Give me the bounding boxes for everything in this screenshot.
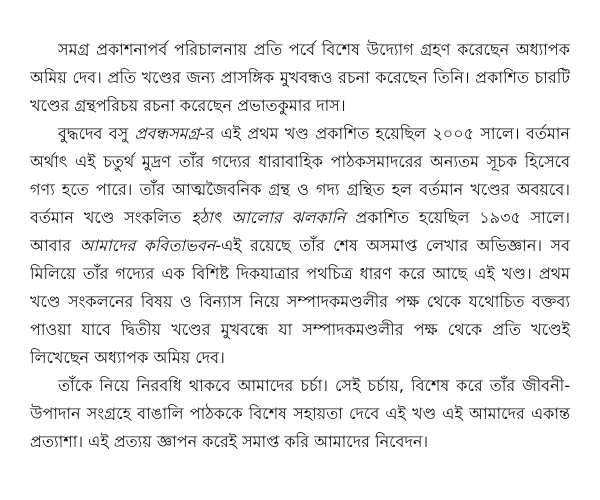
paragraph-closing-remarks [30, 372, 570, 456]
paragraph-text: -র এই প্রথম খণ্ড প্রকাশিত হয়েছিল ২০০৫ সালে। বর্তমান অর্থাৎ এই চতুর্থ মুদ্রণ তাঁর গদ্যের ধারাবাহিক পাঠকসমাদরের অন্যতম সূচক হিসেবে গণ্য হতে পারে। তাঁর আত্মজৈবনিক গ্রন্থ ও গদ্য গ্রন্থিত হল বর্তমান খণ্ডের অবয়বে। বর্তমান খণ্ডে সংকলিত [30, 124, 570, 227]
paragraph-publication-overview [30, 36, 570, 120]
paragraph-text: সমগ্র প্রকাশনাপর্ব পরিচালনায় প্রতি পর্বে বিশেষ উদ্যোগ গ্রহণ করেছেন অধ্যাপক অমিয় দেব। প্রতি খণ্ডের জন্য প্রাসঙ্গিক মুখবন্ধও রচনা করেছেন তিনি। প্রকাশিত চারটি খণ্ডের গ্রন্থপরিচয় রচনা করেছেন প্রভাতকুমার দাস। [30, 40, 570, 115]
paragraph-text: তাঁকে নিয়ে নিরবধি থাকবে আমাদের চর্চা। সেই চর্চায়, বিশেষ করে তাঁর জীবনী-উপাদান সংগ্রহে বাঙালি পাঠককে বিশেষ সহায়তা দেবে এই খণ্ড এই আমাদের একান্ত প্রত্যাশা। এই প্রত্যয় জ্ঞাপন করেই সমাপ্ত করি আমাদের নিবেদন। [30, 376, 570, 451]
book-title-amader-kabitabhavan: আমাদের কবিতাভবন [79, 236, 216, 255]
paragraph-text: প্রকাশিত হয়েছিল ১৯৩৫ সালে। আবার [30, 208, 570, 255]
paragraph-text: বুদ্ধদেব বসু [58, 124, 135, 143]
paragraph-text: -এই রয়েছে তাঁর শেষ অসমাপ্ত লেখার অভিজ্ঞান। সব মিলিয়ে তাঁর গদ্যের এক বিশিষ্ট দিকযাত্রার পথচিত্র ধারণ করে আছে এই খণ্ড। প্রথম খণ্ডে সংকলনের বিষয় ও বিন্যাস নিয়ে সম্পাদকমণ্ডলীর পক্ষ থেকে যথোচিত বক্তব্য পাওয়া যাবে দ্বিতীয় খণ্ডের মুখবন্ধে যা সম্পাদকমণ্ডলীর পক্ষ থেকে প্রতি খণ্ডেই লিখেছেন অধ্যাপক অমিয় দেব। [30, 236, 570, 367]
book-title-prabandhasamagra: প্রবন্ধসমগ্র [134, 124, 200, 143]
paragraph-volume-history [30, 120, 570, 372]
book-title-hothat-alor-jhalkani: হঠাৎ আলোর ঝলকানি [191, 208, 346, 227]
